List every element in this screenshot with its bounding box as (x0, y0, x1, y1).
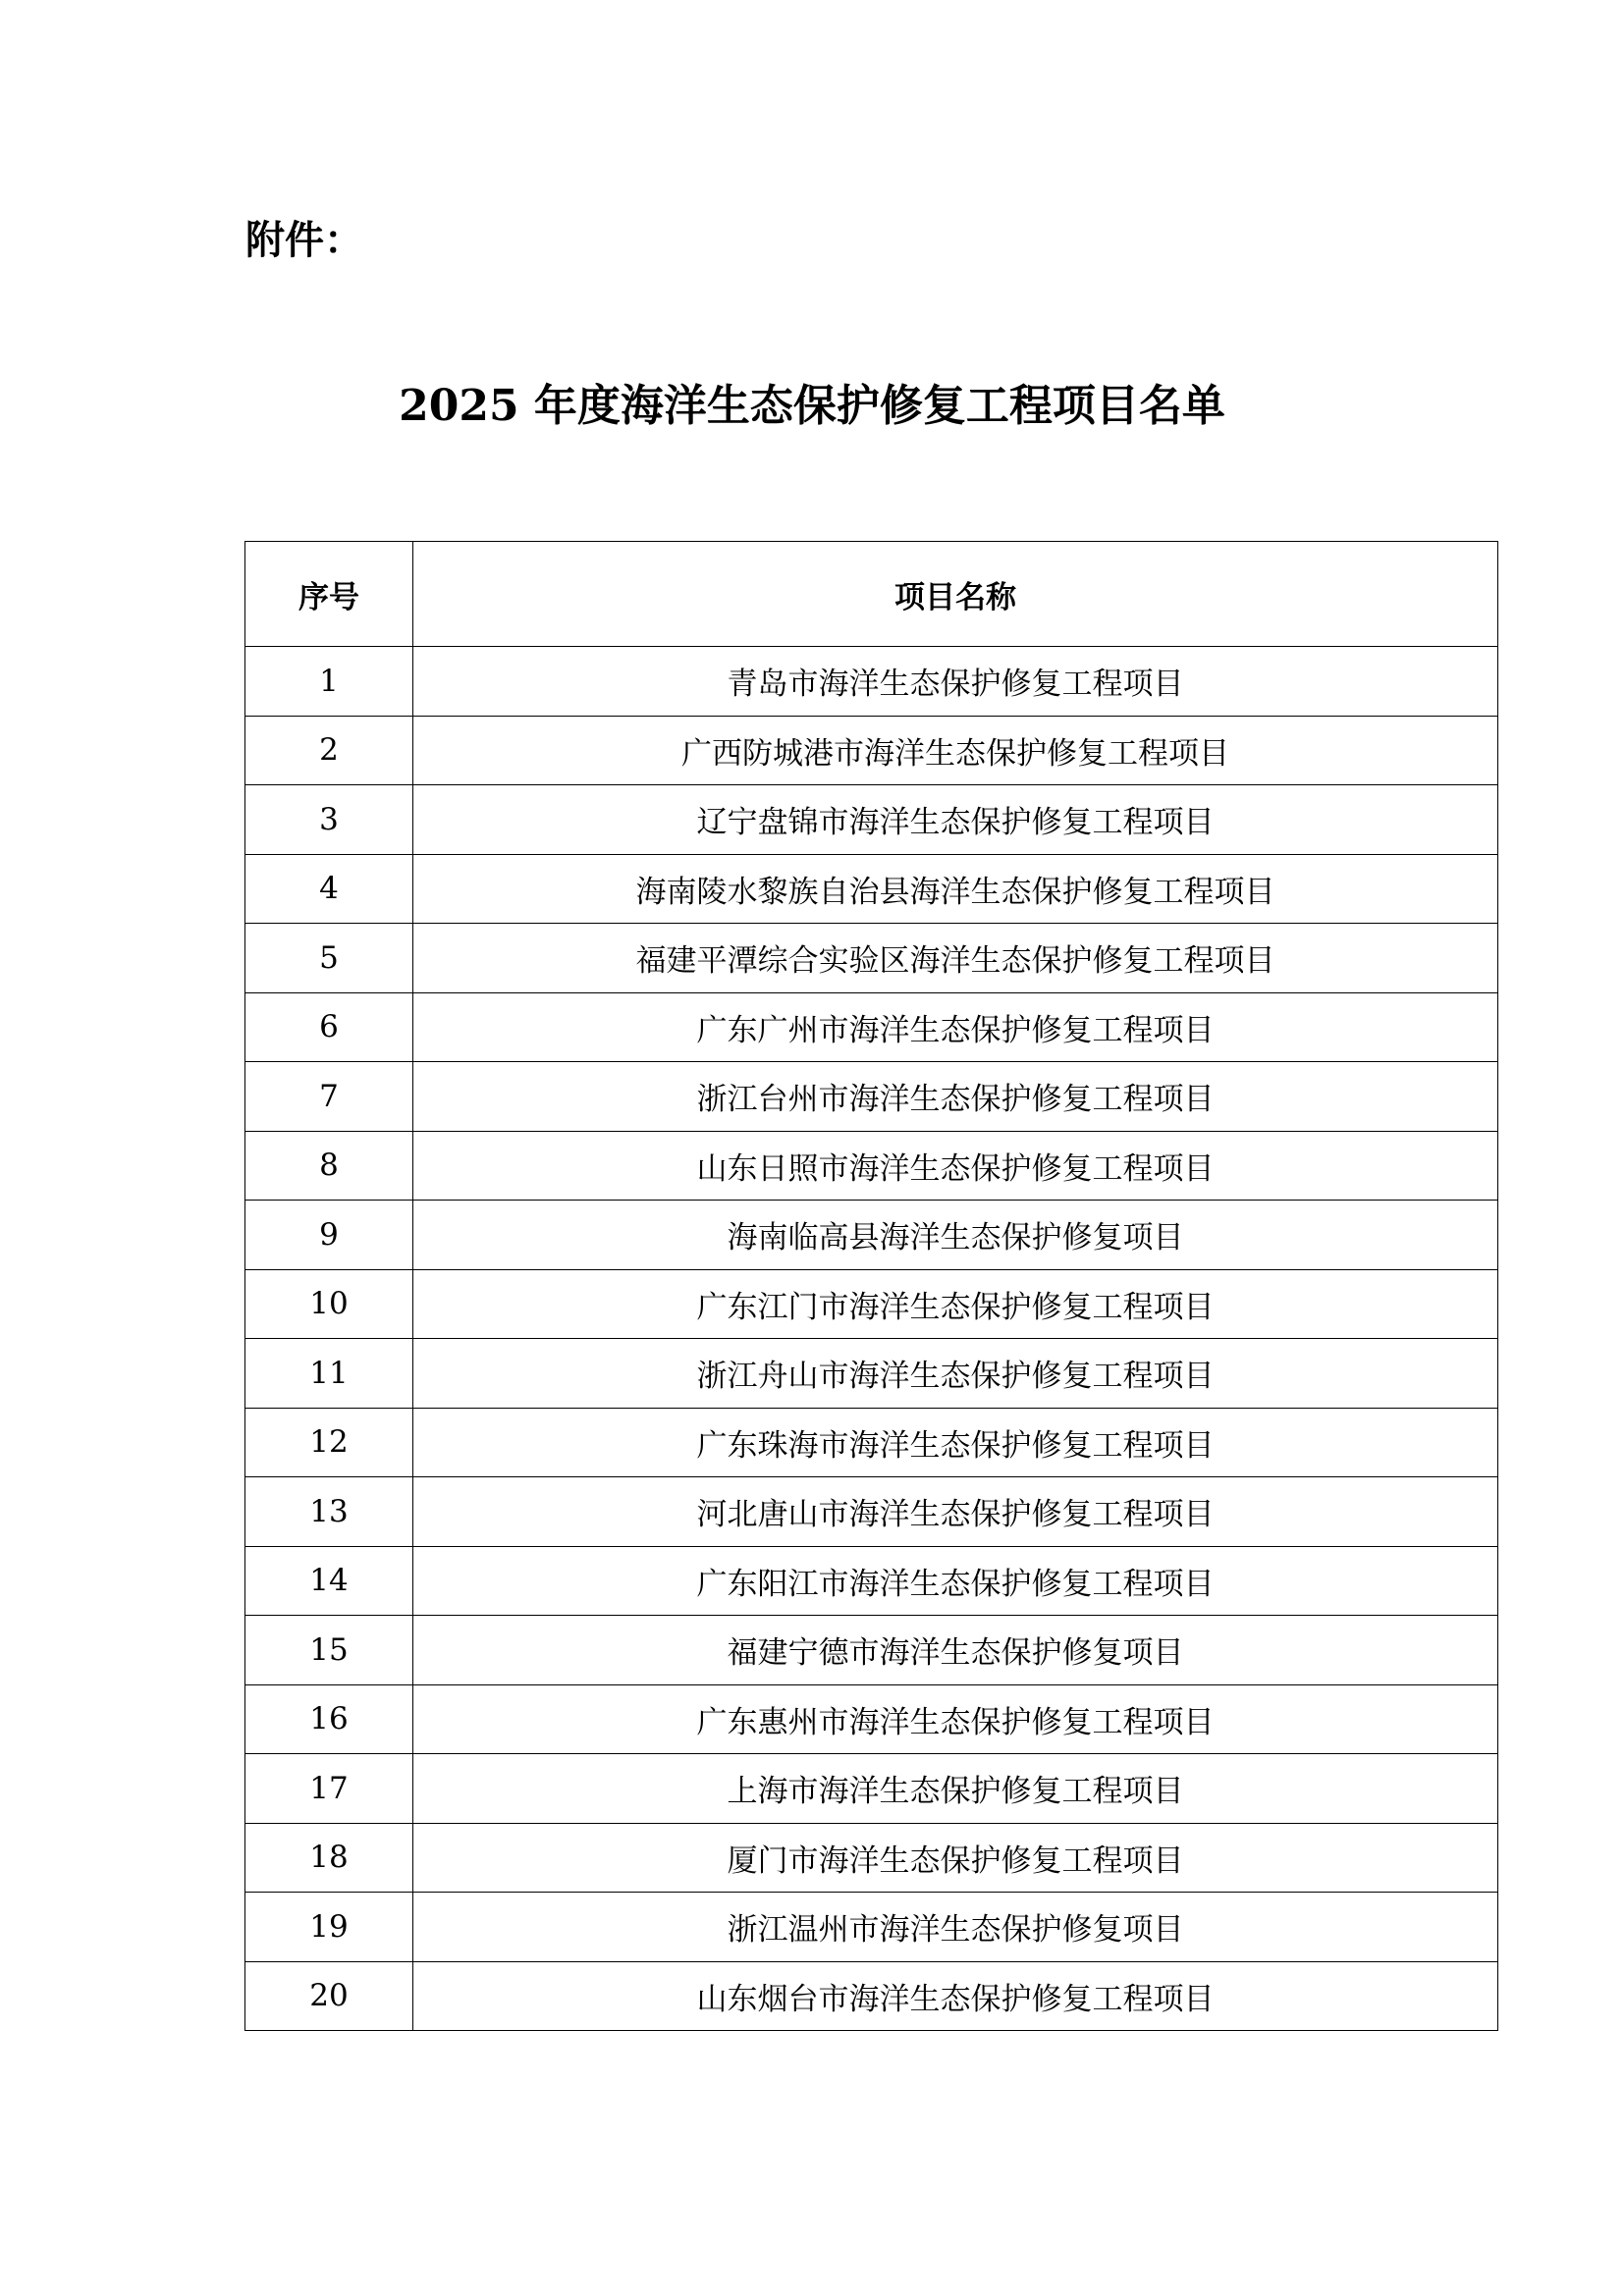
table-row (245, 785, 1498, 855)
row-project-name-cell: 浙江舟山市海洋生态保护修复工程项目 (413, 1339, 1498, 1409)
table-row (245, 1961, 1498, 2031)
row-project-name-cell: 广东阳江市海洋生态保护修复工程项目 (413, 1546, 1498, 1616)
table-row (245, 716, 1498, 785)
row-project-name-cell: 海南陵水黎族自治县海洋生态保护修复工程项目 (413, 854, 1498, 924)
row-project-name-cell: 河北唐山市海洋生态保护修复工程项目 (413, 1477, 1498, 1547)
table-row (245, 854, 1498, 924)
table-row (245, 1269, 1498, 1339)
row-project-name-cell: 浙江台州市海洋生态保护修复工程项目 (413, 1062, 1498, 1132)
row-seq-cell: 18 (245, 1823, 413, 1893)
table-row (245, 1408, 1498, 1477)
row-seq-cell: 7 (245, 1062, 413, 1132)
row-project-name-cell: 福建宁德市海洋生态保护修复项目 (413, 1616, 1498, 1685)
row-project-name-cell: 福建平潭综合实验区海洋生态保护修复工程项目 (413, 924, 1498, 993)
table-row (245, 1684, 1498, 1754)
attachment-label: 附件： (245, 218, 363, 263)
row-seq-cell: 12 (245, 1408, 413, 1477)
row-project-name-cell: 广东江门市海洋生态保护修复工程项目 (413, 1269, 1498, 1339)
page-title: 2025 年度海洋生态保护修复工程项目名单 (399, 381, 1225, 431)
row-project-name-cell: 海南临高县海洋生态保护修复项目 (413, 1201, 1498, 1270)
row-project-name-cell: 广东珠海市海洋生态保护修复工程项目 (413, 1408, 1498, 1477)
row-seq-cell: 13 (245, 1477, 413, 1547)
table-row (245, 647, 1498, 717)
project-table (244, 541, 1498, 2031)
table-row (245, 1131, 1498, 1201)
table-row (245, 1201, 1498, 1270)
table-body (245, 647, 1498, 2031)
project-table-container (244, 541, 1498, 2031)
row-seq-cell: 3 (245, 785, 413, 855)
row-seq-cell: 19 (245, 1893, 413, 1962)
row-seq-cell: 16 (245, 1684, 413, 1754)
table-row (245, 1339, 1498, 1409)
table-row (245, 1546, 1498, 1616)
row-seq-cell: 9 (245, 1201, 413, 1270)
table-row (245, 1754, 1498, 1824)
row-seq-cell: 15 (245, 1616, 413, 1685)
name-column-header: 项目名称 (413, 542, 1498, 647)
row-project-name-cell: 广东惠州市海洋生态保护修复工程项目 (413, 1684, 1498, 1754)
row-seq-cell: 4 (245, 854, 413, 924)
row-project-name-cell: 山东日照市海洋生态保护修复工程项目 (413, 1131, 1498, 1201)
table-row (245, 1893, 1498, 1962)
row-project-name-cell: 广西防城港市海洋生态保护修复工程项目 (413, 716, 1498, 785)
row-seq-cell: 14 (245, 1546, 413, 1616)
row-seq-cell: 6 (245, 992, 413, 1062)
row-seq-cell: 20 (245, 1961, 413, 2031)
table-row (245, 992, 1498, 1062)
row-project-name-cell: 青岛市海洋生态保护修复工程项目 (413, 647, 1498, 717)
row-seq-cell: 2 (245, 716, 413, 785)
row-seq-cell: 17 (245, 1754, 413, 1824)
seq-column-header: 序号 (245, 542, 413, 647)
table-header-row (245, 542, 1498, 647)
row-project-name-cell: 山东烟台市海洋生态保护修复工程项目 (413, 1961, 1498, 2031)
row-project-name-cell: 上海市海洋生态保护修复工程项目 (413, 1754, 1498, 1824)
row-seq-cell: 8 (245, 1131, 413, 1201)
row-project-name-cell: 浙江温州市海洋生态保护修复项目 (413, 1893, 1498, 1962)
table-row (245, 1823, 1498, 1893)
row-seq-cell: 10 (245, 1269, 413, 1339)
row-project-name-cell: 厦门市海洋生态保护修复工程项目 (413, 1823, 1498, 1893)
table-row (245, 924, 1498, 993)
row-seq-cell: 1 (245, 647, 413, 717)
row-project-name-cell: 辽宁盘锦市海洋生态保护修复工程项目 (413, 785, 1498, 855)
row-seq-cell: 5 (245, 924, 413, 993)
table-row (245, 1062, 1498, 1132)
table-row (245, 1477, 1498, 1547)
row-project-name-cell: 广东广州市海洋生态保护修复工程项目 (413, 992, 1498, 1062)
row-seq-cell: 11 (245, 1339, 413, 1409)
table-row (245, 1616, 1498, 1685)
